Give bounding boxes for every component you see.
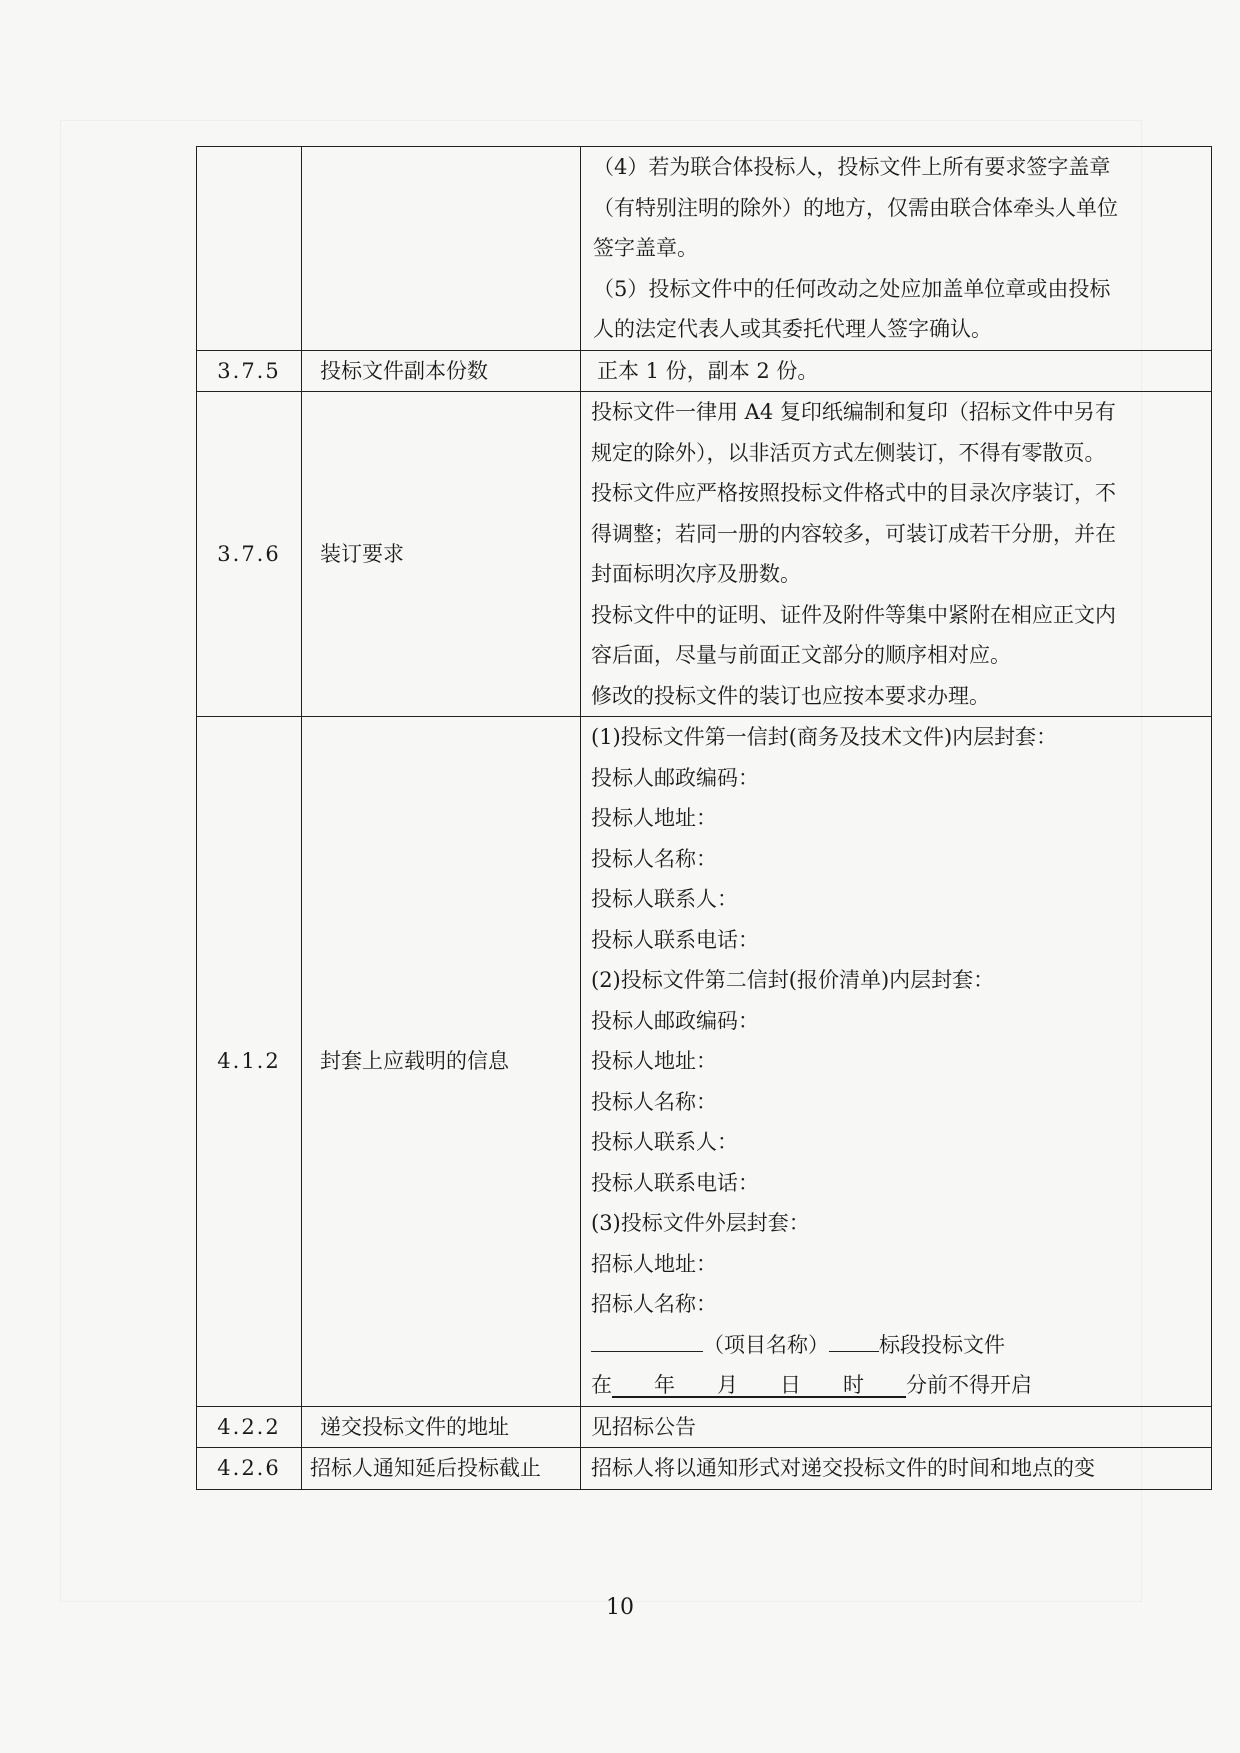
content-line: 得调整；若同一册的内容较多，可装订成若干分册，并在 [591,521,1116,546]
clause-content [581,147,1212,351]
content-line: 封面标明次序及册数。 [591,562,801,586]
clause-content [581,1448,1212,1490]
content-line: (3)投标文件外层封套： [591,1211,810,1235]
clause-number: 4.2.2 [197,1406,302,1448]
content-line: (1)投标文件第一信封(商务及技术文件)内层封套： [591,725,1058,749]
content-line: 容后面，尽量与前面正文部分的顺序相对应。 [591,643,1011,667]
content-line: 投标人地址： [591,806,717,830]
content-line: 签字盖章。 [593,236,698,260]
content-line: 投标人联系电话： [591,1170,759,1195]
project-name-blank [591,1327,703,1352]
table-row [197,350,1212,392]
clause-number: 4.1.2 [197,717,302,1407]
table-row [197,1448,1212,1490]
section-blank [829,1327,879,1352]
content-line: 见招标公告 [591,1414,696,1439]
bidding-info-table [196,146,1212,1490]
content-line: 投标文件应严格按照投标文件格式中的目录次序装订，不 [591,481,1116,505]
table-row [197,1406,1212,1448]
content-line: 投标人联系人： [591,1130,738,1154]
project-name-line: （项目名称） 标段投标文件 [591,1325,1205,1366]
clause-content [581,392,1212,717]
table-row [197,717,1212,1407]
table-row [197,147,1212,351]
content-line: 投标人联系人： [591,887,738,911]
clause-item: 封套上应载明的信息 [302,717,581,1407]
clause-number: 3.7.5 [197,350,302,392]
content-line: 招标人名称： [591,1292,717,1316]
clause-item: 装订要求 [302,392,581,717]
content-line: 投标人邮政编码： [591,765,759,790]
content-line: (2)投标文件第二信封(报价清单)内层封套： [591,968,995,992]
content-line: 投标人名称： [591,846,717,871]
content-line: 修改的投标文件的装订也应按本要求办理。 [591,683,990,708]
clause-item [302,147,581,351]
content-line: 正本 1 份，副本 2 份。 [597,358,819,383]
content-line: 投标人名称： [591,1089,717,1114]
content-line: （有特别注明的除外）的地方，仅需由联合体牵头人单位 [593,195,1118,220]
content-line: 投标文件一律用 A4 复印纸编制和复印（招标文件中另有 [591,400,1116,424]
content-line: 人的法定代表人或其委托代理人签字确认。 [593,317,992,341]
clause-number: 3.7.6 [197,392,302,717]
page-number: 10 [606,1595,634,1620]
clause-number: 4.2.6 [197,1448,302,1490]
clause-item: 投标文件副本份数 [302,350,581,392]
table-row [197,392,1212,717]
clause-content [581,1406,1212,1448]
clause-number [197,147,302,351]
clause-content [581,350,1212,392]
content-line: （5）投标文件中的任何改动之处应加盖单位章或由投标 [593,276,1111,301]
opening-time-line: 在 年 月 日 时 分前不得开启 [591,1373,1032,1397]
content-line: 招标人将以通知形式对递交投标文件的时间和地点的变 [591,1456,1095,1480]
clause-item: 招标人通知延后投标截止 [302,1448,581,1490]
content-line: 投标人联系电话： [591,927,759,952]
content-line: 投标人地址： [591,1049,717,1073]
clause-content [581,717,1212,1407]
content-line: 规定的除外），以非活页方式左侧装订，不得有零散页。 [591,440,1106,465]
content-line: 投标文件中的证明、证件及附件等集中紧附在相应正文内 [591,602,1116,627]
clause-item: 递交投标文件的地址 [302,1406,581,1448]
content-line: （4）若为联合体投标人，投标文件上所有要求签字盖章 [593,155,1111,179]
content-line: 招标人地址： [591,1251,717,1276]
content-line: 投标人邮政编码： [591,1008,759,1033]
